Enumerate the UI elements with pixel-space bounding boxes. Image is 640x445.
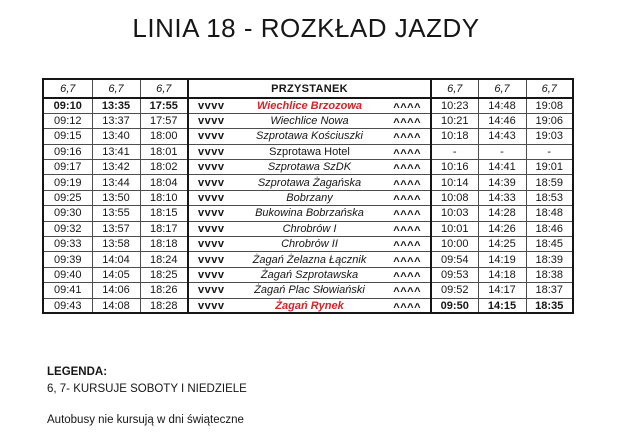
up-direction-arrows-icon: ^^^^ bbox=[393, 178, 421, 191]
return-time: 10:16 bbox=[431, 160, 478, 175]
up-direction-arrows-icon: ^^^^ bbox=[393, 163, 421, 175]
return-time: 18:39 bbox=[526, 252, 573, 267]
departure-time: 09:15 bbox=[43, 129, 92, 144]
stop-cell bbox=[188, 252, 431, 267]
departure-time: 13:55 bbox=[92, 206, 140, 221]
departure-time: 09:12 bbox=[43, 113, 92, 128]
return-time: 14:41 bbox=[478, 160, 526, 175]
return-time: 14:17 bbox=[478, 283, 526, 298]
day-code-header: 6,7 bbox=[92, 79, 140, 98]
return-time: 19:03 bbox=[526, 129, 573, 144]
departure-time: 09:16 bbox=[43, 144, 92, 159]
table-row bbox=[43, 144, 573, 159]
return-time: 09:50 bbox=[431, 298, 478, 313]
day-code-header: 6,7 bbox=[526, 79, 573, 98]
return-time: 18:35 bbox=[526, 298, 573, 313]
stop-name: Bukowina Bobrzańska bbox=[255, 207, 364, 220]
legend-day-codes-note: 6, 7- KURSUJE SOBOTY I NIEDZIELE bbox=[47, 383, 247, 395]
table-row bbox=[43, 98, 573, 113]
departure-time: 09:39 bbox=[43, 252, 92, 267]
down-direction-arrows-icon: vvvv bbox=[198, 99, 225, 112]
departure-time: 18:04 bbox=[140, 175, 188, 190]
departure-time: 09:41 bbox=[43, 283, 92, 298]
stop-cell-layout bbox=[189, 223, 430, 235]
table-row bbox=[43, 113, 573, 128]
stop-cell-layout bbox=[189, 100, 430, 112]
stop-name: Chrobrów I bbox=[282, 222, 337, 235]
down-direction-arrows-icon: vvvv bbox=[198, 115, 225, 128]
return-time: 10:18 bbox=[431, 129, 478, 144]
return-time: 09:54 bbox=[431, 252, 478, 267]
departure-time: 09:40 bbox=[43, 267, 92, 282]
departure-time: 18:17 bbox=[140, 221, 188, 236]
up-direction-arrows-icon: ^^^^ bbox=[393, 270, 421, 283]
stop-name: Szprotawa SzDK bbox=[267, 161, 352, 174]
return-time: 14:25 bbox=[478, 237, 526, 252]
departure-time: 14:06 bbox=[92, 283, 140, 298]
down-direction-arrows-icon: vvvv bbox=[198, 176, 225, 189]
table-row bbox=[43, 190, 573, 205]
departure-time: 18:00 bbox=[140, 129, 188, 144]
departure-time: 14:04 bbox=[92, 252, 140, 267]
departure-time: 18:24 bbox=[140, 252, 188, 267]
stop-cell bbox=[188, 144, 431, 159]
return-time: - bbox=[431, 144, 478, 159]
departure-time: 13:37 bbox=[92, 113, 140, 128]
departure-time: 13:40 bbox=[92, 129, 140, 144]
day-code-header: 6,7 bbox=[431, 79, 478, 98]
return-time: 10:21 bbox=[431, 113, 478, 128]
stop-column-header: PRZYSTANEK bbox=[188, 79, 431, 98]
down-direction-arrows-icon: vvvv bbox=[198, 222, 225, 235]
return-time: 14:19 bbox=[478, 252, 526, 267]
return-time: 14:28 bbox=[478, 206, 526, 221]
stop-cell bbox=[188, 267, 431, 282]
stop-name: Żagań Plac Słowiański bbox=[254, 284, 365, 297]
timetable-body bbox=[43, 98, 573, 313]
table-row bbox=[43, 237, 573, 252]
table-row bbox=[43, 283, 573, 298]
return-time: - bbox=[526, 144, 573, 159]
return-time: 14:46 bbox=[478, 113, 526, 128]
stop-cell-layout bbox=[189, 130, 430, 145]
day-code-header: 6,7 bbox=[43, 79, 92, 98]
legend bbox=[47, 366, 247, 426]
stop-cell bbox=[188, 98, 431, 113]
stop-cell-layout bbox=[189, 115, 430, 127]
down-direction-arrows-icon: vvvv bbox=[198, 284, 225, 297]
departure-time: 17:57 bbox=[140, 113, 188, 128]
up-direction-arrows-icon: ^^^^ bbox=[393, 117, 421, 129]
down-direction-arrows-icon: vvvv bbox=[198, 238, 225, 251]
departure-time: 17:55 bbox=[140, 98, 188, 113]
day-code-header: 6,7 bbox=[140, 79, 188, 98]
return-time: 14:26 bbox=[478, 221, 526, 236]
stop-name: Szprotawa Żagańska bbox=[257, 176, 362, 189]
departure-time: 09:10 bbox=[43, 98, 92, 113]
return-time: - bbox=[478, 144, 526, 159]
stop-cell-layout bbox=[189, 192, 430, 204]
stop-name: Żagań Szprotawska bbox=[260, 268, 359, 281]
stop-cell bbox=[188, 175, 431, 190]
departure-time: 18:26 bbox=[140, 283, 188, 298]
return-time: 18:59 bbox=[526, 175, 573, 190]
stop-name: Bobrzany bbox=[286, 192, 333, 205]
up-direction-arrows-icon: ^^^^ bbox=[393, 209, 421, 222]
up-direction-arrows-icon: ^^^^ bbox=[393, 224, 421, 237]
return-time: 10:00 bbox=[431, 237, 478, 252]
table-row bbox=[43, 175, 573, 190]
return-time: 14:33 bbox=[478, 190, 526, 205]
return-time: 18:46 bbox=[526, 221, 573, 236]
return-time: 09:52 bbox=[431, 283, 478, 298]
table-row bbox=[43, 298, 573, 313]
return-time: 18:48 bbox=[526, 206, 573, 221]
down-direction-arrows-icon: vvvv bbox=[198, 161, 225, 174]
stop-cell-layout bbox=[189, 254, 430, 266]
return-time: 14:39 bbox=[478, 175, 526, 190]
stop-name: Wiechlice Brzozowa bbox=[256, 99, 363, 112]
departure-time: 13:58 bbox=[92, 237, 140, 252]
return-time: 18:38 bbox=[526, 267, 573, 282]
return-time: 14:48 bbox=[478, 98, 526, 113]
table-row bbox=[43, 252, 573, 267]
stop-cell bbox=[188, 113, 431, 128]
table-row bbox=[43, 160, 573, 175]
departure-time: 09:32 bbox=[43, 221, 92, 236]
stop-name: Żagań Rynek bbox=[275, 299, 344, 312]
return-time: 10:23 bbox=[431, 98, 478, 113]
departure-time: 13:42 bbox=[92, 160, 140, 175]
departure-time: 09:30 bbox=[43, 206, 92, 221]
return-time: 14:43 bbox=[478, 129, 526, 144]
stop-cell-layout bbox=[189, 177, 430, 189]
departure-time: 09:33 bbox=[43, 237, 92, 252]
timetable-header bbox=[43, 79, 573, 98]
departure-time: 18:28 bbox=[140, 298, 188, 313]
return-time: 19:06 bbox=[526, 113, 573, 128]
down-direction-arrows-icon: vvvv bbox=[198, 130, 225, 143]
departure-time: 09:19 bbox=[43, 175, 92, 190]
down-direction-arrows-icon: vvvv bbox=[198, 253, 225, 266]
stop-cell-layout bbox=[189, 161, 430, 173]
return-time: 18:45 bbox=[526, 237, 573, 252]
stop-name: Szprotawa Kościuszki bbox=[256, 130, 363, 143]
up-direction-arrows-icon: ^^^^ bbox=[393, 194, 421, 206]
departure-time: 09:17 bbox=[43, 160, 92, 175]
up-direction-arrows-icon: ^^^^ bbox=[393, 301, 421, 314]
departure-time: 13:44 bbox=[92, 175, 140, 190]
return-time: 10:01 bbox=[431, 221, 478, 236]
departure-time: 14:08 bbox=[92, 298, 140, 313]
up-direction-arrows-icon: ^^^^ bbox=[393, 132, 421, 145]
stop-name: Szprotawa Hotel bbox=[269, 145, 350, 158]
return-time: 14:15 bbox=[478, 298, 526, 313]
departure-time: 18:15 bbox=[140, 206, 188, 221]
stop-cell bbox=[188, 206, 431, 221]
stop-name: Żagań Żelazna Łącznik bbox=[252, 253, 367, 266]
stop-name: Wiechlice Nowa bbox=[270, 115, 349, 128]
stop-cell-layout bbox=[189, 238, 430, 250]
return-time: 19:08 bbox=[526, 98, 573, 113]
departure-time: 13:50 bbox=[92, 190, 140, 205]
header-row bbox=[43, 79, 573, 98]
stop-cell-layout bbox=[189, 146, 430, 158]
return-time: 18:53 bbox=[526, 190, 573, 205]
stop-cell-layout bbox=[189, 269, 430, 281]
stop-cell-layout bbox=[189, 284, 430, 299]
stop-cell-layout bbox=[189, 300, 430, 312]
departure-time: 14:05 bbox=[92, 267, 140, 282]
legend-title: LEGENDA: bbox=[47, 366, 108, 378]
stop-cell bbox=[188, 283, 431, 298]
return-time: 09:53 bbox=[431, 267, 478, 282]
down-direction-arrows-icon: vvvv bbox=[198, 207, 225, 220]
down-direction-arrows-icon: vvvv bbox=[198, 268, 225, 281]
up-direction-arrows-icon: ^^^^ bbox=[393, 255, 421, 268]
stop-cell-layout bbox=[189, 207, 430, 222]
departure-time: 18:01 bbox=[140, 144, 188, 159]
return-time: 18:37 bbox=[526, 283, 573, 298]
page-title: LINIA 18 - ROZKŁAD JAZDY bbox=[132, 13, 480, 43]
stop-cell bbox=[188, 298, 431, 313]
down-direction-arrows-icon: vvvv bbox=[198, 192, 225, 205]
departure-time: 18:18 bbox=[140, 237, 188, 252]
return-time: 19:01 bbox=[526, 160, 573, 175]
table-row bbox=[43, 221, 573, 236]
day-code-header: 6,7 bbox=[478, 79, 526, 98]
table-row bbox=[43, 267, 573, 282]
stop-cell bbox=[188, 190, 431, 205]
departure-time: 18:10 bbox=[140, 190, 188, 205]
departure-time: 09:43 bbox=[43, 298, 92, 313]
departure-time: 18:25 bbox=[140, 267, 188, 282]
stop-cell bbox=[188, 221, 431, 236]
timetable bbox=[42, 78, 574, 314]
return-time: 10:08 bbox=[431, 190, 478, 205]
departure-time: 13:35 bbox=[92, 98, 140, 113]
stop-cell bbox=[188, 160, 431, 175]
departure-time: 13:41 bbox=[92, 144, 140, 159]
departure-time: 13:57 bbox=[92, 221, 140, 236]
table-row bbox=[43, 206, 573, 221]
up-direction-arrows-icon: ^^^^ bbox=[393, 147, 421, 160]
departure-time: 18:02 bbox=[140, 160, 188, 175]
up-direction-arrows-icon: ^^^^ bbox=[393, 101, 421, 114]
return-time: 10:03 bbox=[431, 206, 478, 221]
stop-name: Chrobrów II bbox=[281, 238, 338, 251]
return-time: 10:14 bbox=[431, 175, 478, 190]
return-time: 14:18 bbox=[478, 267, 526, 282]
up-direction-arrows-icon: ^^^^ bbox=[393, 286, 421, 299]
table-row bbox=[43, 129, 573, 144]
down-direction-arrows-icon: vvvv bbox=[198, 299, 225, 312]
departure-time: 09:25 bbox=[43, 190, 92, 205]
down-direction-arrows-icon: vvvv bbox=[198, 145, 225, 158]
stop-cell bbox=[188, 129, 431, 144]
up-direction-arrows-icon: ^^^^ bbox=[393, 240, 421, 252]
legend-holiday-note: Autobusy nie kursują w dni świąteczne bbox=[47, 414, 244, 426]
stop-cell bbox=[188, 237, 431, 252]
